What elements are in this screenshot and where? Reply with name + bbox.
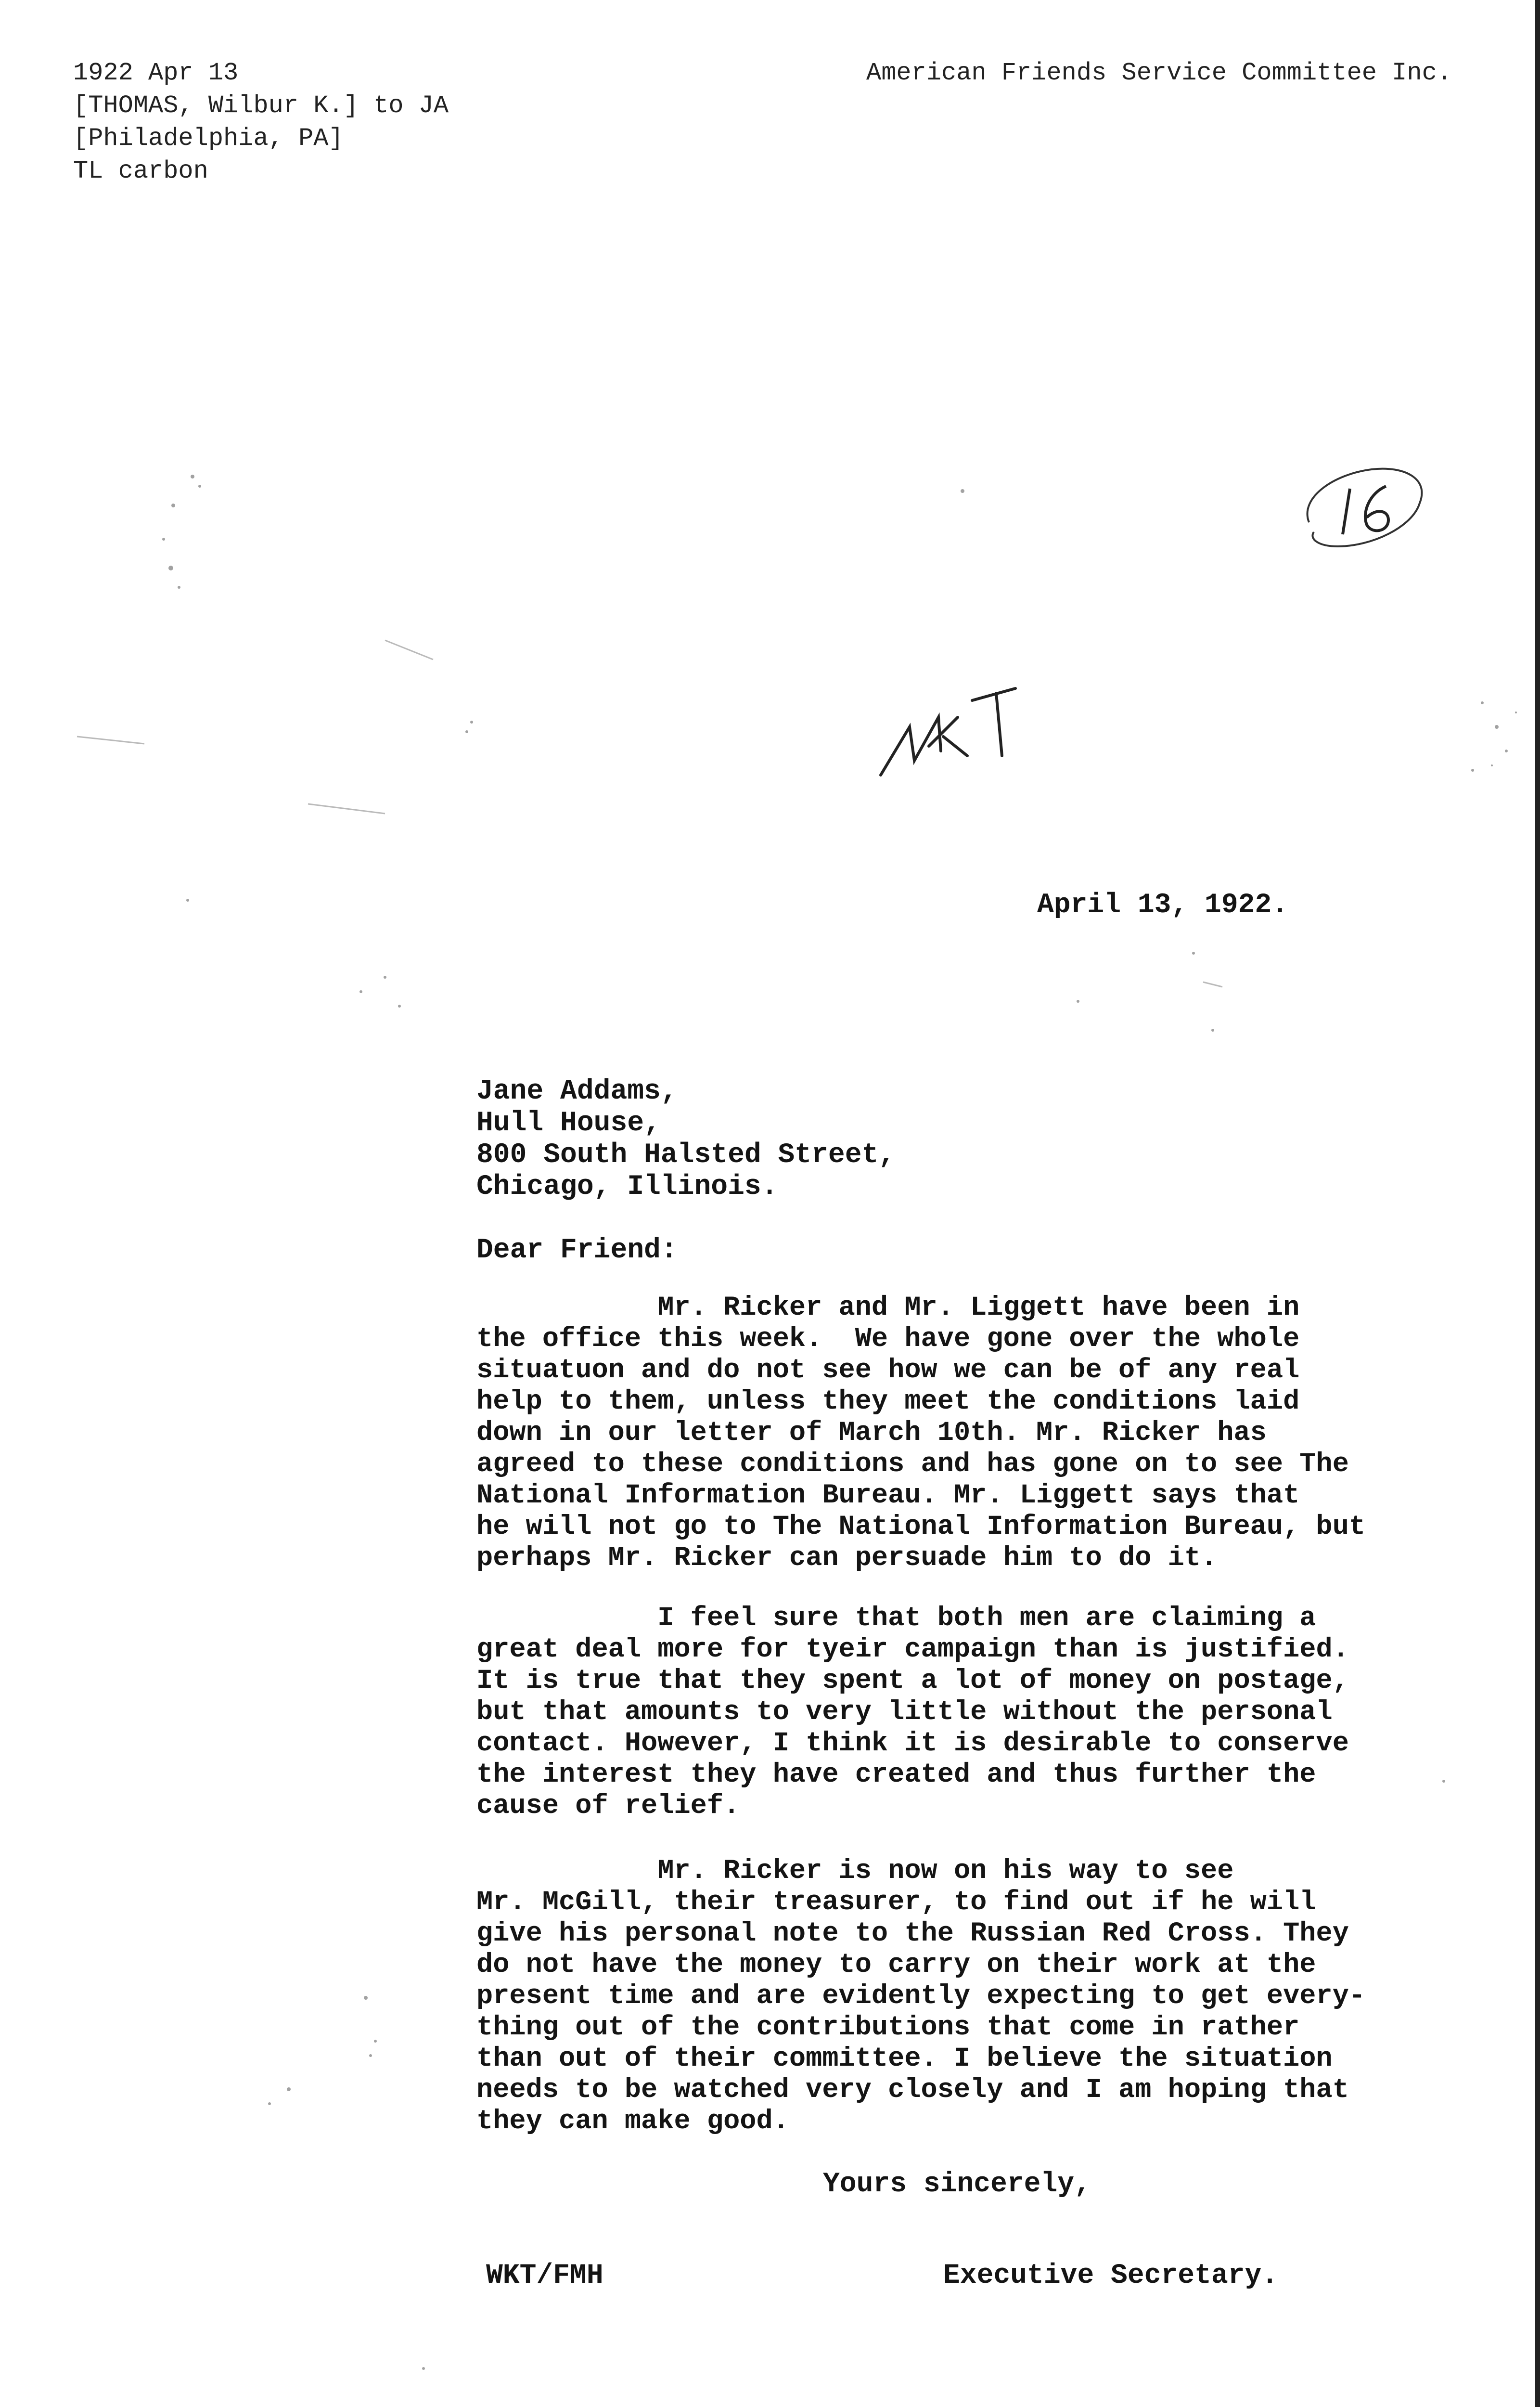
paragraph-line: thing out of the contributions that come in rather [476,2012,1300,2043]
paragraph-line: give his personal note to the Russian Red Cross. They [476,1918,1349,1949]
catalog-line: 1922 Apr 13 [73,59,239,87]
letter-date: April 13, 1922. [1037,890,1289,921]
address-line: Chicago, Illinois. [476,1171,778,1203]
paragraph-line: do not have the money to carry on their work at the [476,1950,1316,1980]
paragraph-line: cause of relief. [476,1791,740,1822]
body-paragraph-3 [476,1856,1463,2137]
recipient-address [476,1076,895,1203]
paragraph-line: Mr. Ricker and Mr. Liggett have been in [476,1293,1300,1323]
paragraph-line: agreed to these conditions and has gone on to see The [476,1449,1349,1480]
paragraph-line: present time and are evidently expecting to get every- [476,1981,1366,2012]
paragraph-line: perhaps Mr. Ricker can persuade him to do it. [476,1543,1218,1574]
handwritten-initials [876,674,1030,789]
paragraph-line: It is true that they spent a lot of money on postage, [476,1666,1349,1696]
paragraph-line: great deal more for tyeir campaign than is justified. [476,1634,1349,1665]
paragraph-line: down in our letter of March 10th. Mr. Ricker has [476,1418,1267,1449]
paragraph-line: National Information Bureau. Mr. Liggett says that [476,1480,1300,1511]
signature-title: Executive Secretary. [943,2260,1279,2291]
closing: Yours sincerely, [823,2169,1091,2200]
paragraph-line: Mr. McGill, their treasurer, to find out if he will [476,1887,1316,1918]
reference-initials: WKT/FMH [486,2260,603,2291]
salutation: Dear Friend: [476,1235,678,1266]
address-line: Hull House, [476,1108,661,1139]
paragraph-line: I feel sure that both men are claiming a [476,1603,1316,1634]
paragraph-line: situatuon and do not see how we can be of any real [476,1355,1300,1386]
catalog-line: [THOMAS, Wilbur K.] to JA [73,91,449,120]
paragraph-line: but that amounts to very little without the personal [476,1697,1333,1728]
catalog-header [73,57,449,188]
catalog-line: TL carbon [73,157,208,185]
address-line: Jane Addams, [476,1076,678,1107]
organization-name: American Friends Service Committee Inc. [866,59,1452,87]
handwritten-page-number [1290,455,1434,570]
body-paragraph-2 [476,1603,1463,1822]
paragraph-line: Mr. Ricker is now on his way to see [476,1856,1234,1887]
paragraph-line: help to them, unless they meet the conditions laid [476,1386,1300,1417]
address-line: 800 South Halsted Street, [476,1139,896,1171]
paragraph-line: they can make good. [476,2106,789,2137]
paragraph-line: he will not go to The National Information Bureau, but [476,1512,1366,1542]
body-paragraph-1 [476,1293,1463,1574]
paragraph-line: the interest they have created and thus further the [476,1760,1316,1790]
catalog-line: [Philadelphia, PA] [73,124,344,153]
paragraph-line: than out of their committee. I believe the situation [476,2044,1333,2074]
paragraph-line: needs to be watched very closely and I am hoping that [476,2075,1349,2106]
paragraph-line: the office this week. We have gone over the whole [476,1324,1300,1355]
paragraph-line: contact. However, I think it is desirable to conserve [476,1728,1349,1759]
